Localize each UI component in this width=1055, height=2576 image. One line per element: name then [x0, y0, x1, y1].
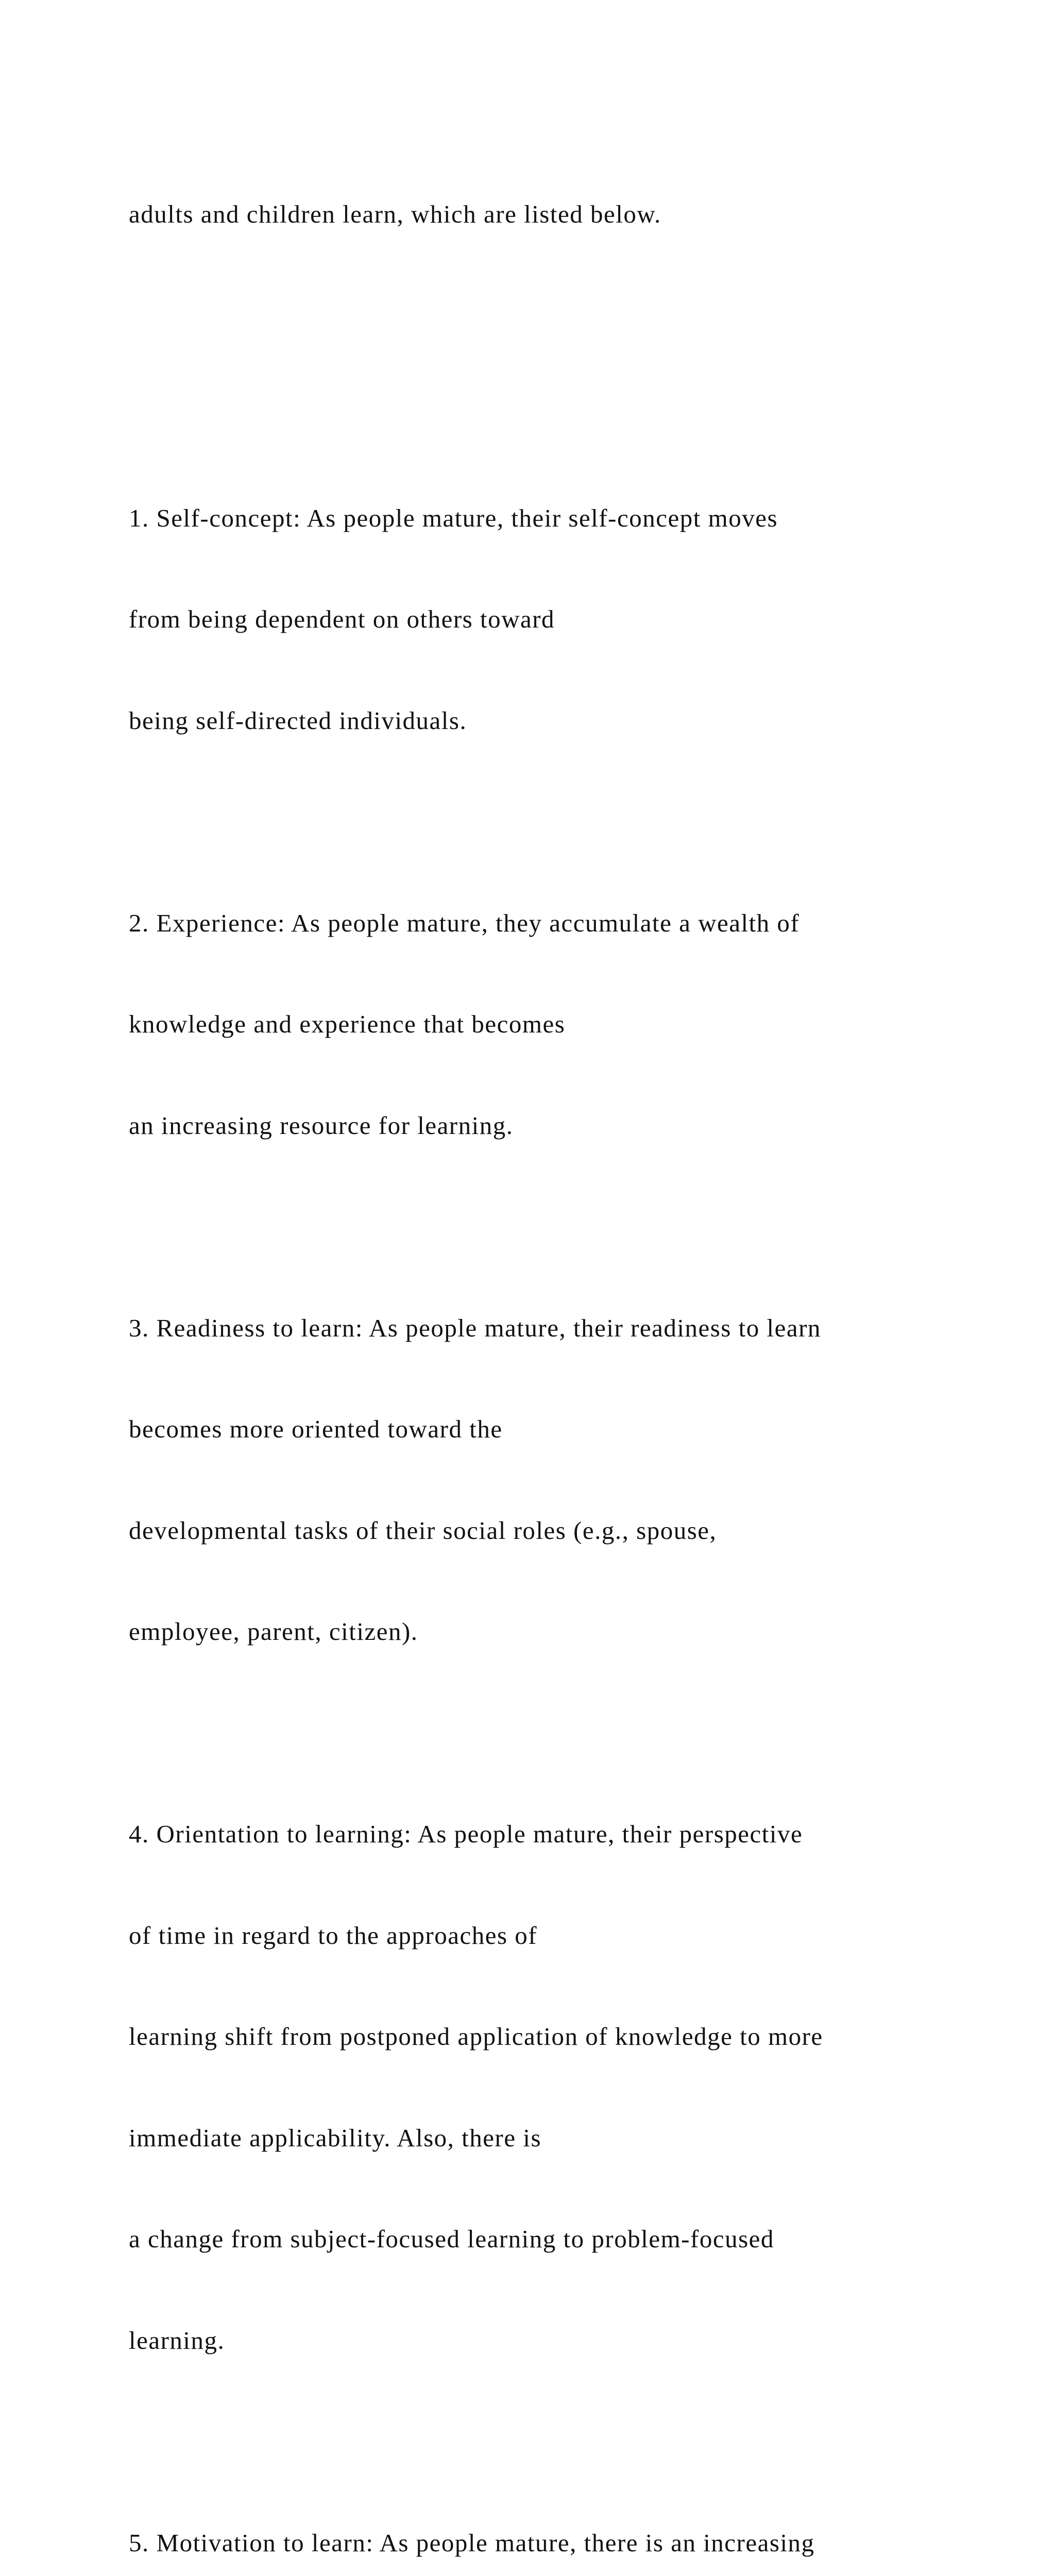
text-line: developmental tasks of their social roles (e.g., spouse,	[129, 1516, 717, 1545]
text-line: 2. Experience: As people mature, they accumulate a wealth of	[129, 908, 800, 937]
blank-line	[129, 2425, 1035, 2459]
text-line: learning.	[129, 2326, 225, 2354]
blank-line	[129, 805, 1035, 839]
text-line: adults and children learn, which are listed below.	[129, 200, 661, 228]
text-line: 4. Orientation to learning: As people mature, their perspective	[129, 1820, 803, 1848]
text-line: becomes more oriented toward the	[129, 1415, 503, 1443]
document-body	[129, 130, 1035, 2576]
text-line: an increasing resource for learning.	[129, 1111, 514, 1140]
blank-line	[129, 1716, 1035, 1750]
blank-line	[129, 400, 1035, 434]
text-line: of time in regard to the approaches of	[129, 1921, 538, 1950]
text-line: immediate applicability. Also, there is	[129, 2123, 542, 2152]
text-line: a change from subject-focused learning to problem-focused	[129, 2225, 774, 2253]
text-line: 1. Self-concept: As people mature, their self-concept moves	[129, 503, 778, 532]
text-line: learning shift from postponed application of knowledge to more	[129, 2022, 823, 2050]
text-line: 5. Motivation to learn: As people mature, there is an increasing	[129, 2528, 815, 2557]
text-line: employee, parent, citizen).	[129, 1617, 418, 1646]
text-line: being self-directed individuals.	[129, 706, 467, 735]
blank-line	[129, 299, 1035, 333]
text-line: knowledge and experience that becomes	[129, 1010, 566, 1038]
text-line: 3. Readiness to learn: As people mature, their readiness to learn	[129, 1313, 821, 1342]
blank-line	[129, 1210, 1035, 1244]
text-line: from being dependent on others toward	[129, 605, 555, 633]
